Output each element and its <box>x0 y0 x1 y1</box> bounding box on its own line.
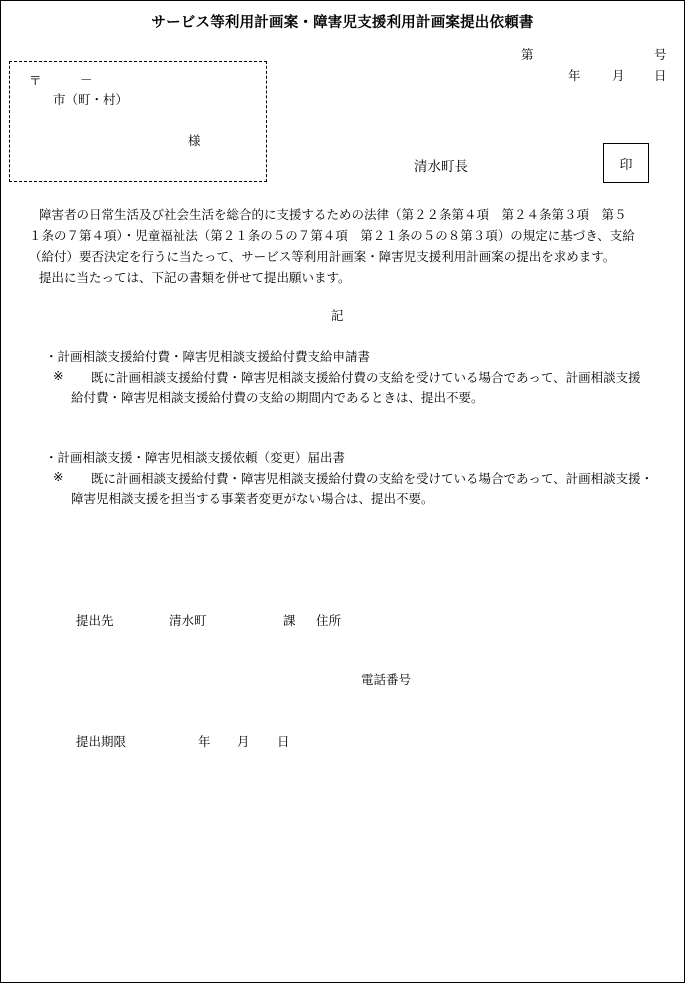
recipient-address-box <box>9 61 267 182</box>
seal-box <box>603 143 649 183</box>
item-1-note-mark: ※ <box>53 368 64 383</box>
deadline-year: 年 <box>198 734 211 749</box>
body-line-1: 障害者の日常生活及び社会生活を総合的に支援するための法律（第２２条第４項 第２４条第３項 第５ <box>39 207 627 222</box>
destination-label: 提出先 <box>76 613 114 628</box>
deadline-month: 月 <box>237 734 250 749</box>
request-paragraph <box>29 204 677 288</box>
destination-town: 清水町 <box>169 613 207 628</box>
document-title: サービス等利用計画案・障害児支援利用計画案提出依頼書 <box>151 15 534 31</box>
recipient-honorific: 様 <box>188 133 201 148</box>
body-line-3: （給付）要否決定を行うに当たって、サービス等利用計画案・障害児支援利用計画案の提出を求めます。 <box>29 249 616 264</box>
destination-section: 課 <box>283 613 296 628</box>
deadline-day: 日 <box>277 734 290 749</box>
number-suffix: 号 <box>654 47 667 62</box>
ki-heading: 記 <box>331 308 344 323</box>
seal-label: 印 <box>619 157 633 173</box>
item-1-note-line-2: 給付費・障害児相談支援給付費の支給の期間内であるときは、提出不要。 <box>71 390 484 405</box>
item-1-title: ・計画相談支援給付費・障害児相談支援給付費支給申請書 <box>45 349 371 364</box>
phone-label: 電話番号 <box>361 672 412 687</box>
recipient-city: 市（町・村） <box>53 92 129 107</box>
date-day: 日 <box>654 68 667 83</box>
postal-dash: － <box>80 72 93 87</box>
item-2-note-line-1: 既に計画相談支援給付費・障害児相談支援給付費の支給を受けている場合であって、計画相談支援・ <box>91 471 654 486</box>
body-line-4: 提出に当たっては、下記の書類を併せて提出願います。 <box>39 270 351 285</box>
item-1-note-line-1: 既に計画相談支援給付費・障害児相談支援給付費の支給を受けている場合であって、計画相談支援 <box>91 370 641 385</box>
date-year: 年 <box>568 68 581 83</box>
number-prefix: 第 <box>521 47 534 62</box>
sender-name: 清水町長 <box>414 159 468 175</box>
postal-mark: 〒 <box>29 73 42 88</box>
item-2-title: ・計画相談支援・障害児相談支援依頼（変更）届出書 <box>45 450 346 465</box>
item-2-note-mark: ※ <box>53 469 64 484</box>
deadline-label: 提出期限 <box>76 734 127 749</box>
address-label: 住所 <box>316 613 342 628</box>
item-2-note-line-2: 障害児相談支援を担当する事業者変更がない場合は、提出不要。 <box>71 491 434 506</box>
date-month: 月 <box>612 68 625 83</box>
body-line-2: １条の７第４項）・児童福祉法（第２１条の５の７第４項 第２１条の５の８第３項）の規定に基づき、支給 <box>29 228 635 243</box>
